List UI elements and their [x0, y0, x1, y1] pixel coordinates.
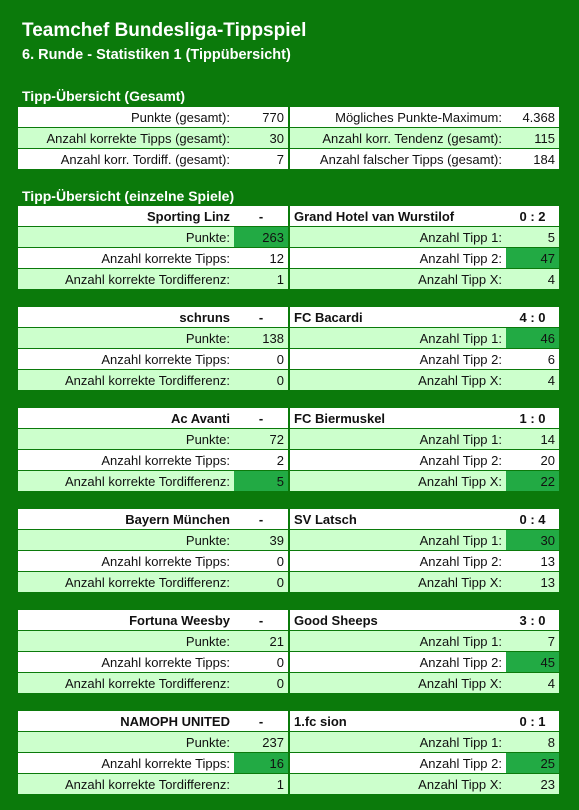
correct-label: Anzahl korrekte Tipps:: [18, 450, 234, 470]
away-team: 1.fc sion: [290, 711, 506, 731]
match-score: 3 : 0: [506, 610, 559, 630]
tip1-value: 8: [506, 732, 559, 752]
points-value: 72: [234, 429, 288, 449]
diff-label: Anzahl korrekte Tordifferenz:: [18, 572, 234, 592]
match-header-row: [18, 408, 559, 429]
home-team: schruns: [18, 307, 234, 327]
tip1-label: Anzahl Tipp 1:: [290, 328, 506, 348]
tip1-label: Anzahl Tipp 1:: [290, 732, 506, 752]
tip2-label: Anzahl Tipp 2:: [290, 450, 506, 470]
correct-value: 16: [234, 753, 288, 773]
vs-dash: -: [234, 610, 288, 630]
tip1-label: Anzahl Tipp 1:: [290, 631, 506, 651]
tipx-label: Anzahl Tipp X:: [290, 572, 506, 592]
overview-value: 4.368: [506, 107, 559, 127]
tip2-value: 20: [506, 450, 559, 470]
diff-label: Anzahl korrekte Tordifferenz:: [18, 370, 234, 390]
points-value: 138: [234, 328, 288, 348]
stat-row: [18, 429, 559, 450]
stat-row: [18, 248, 559, 269]
stat-row: [18, 530, 559, 551]
correct-label: Anzahl korrekte Tipps:: [18, 551, 234, 571]
match-header-row: [18, 610, 559, 631]
match-score: 1 : 0: [506, 408, 559, 428]
tipx-label: Anzahl Tipp X:: [290, 471, 506, 491]
tipx-label: Anzahl Tipp X:: [290, 269, 506, 289]
tip2-value: 25: [506, 753, 559, 773]
correct-value: 0: [234, 551, 288, 571]
stat-row: [18, 450, 559, 471]
stat-row: [18, 269, 559, 289]
away-team: FC Biermuskel: [290, 408, 506, 428]
tip1-value: 46: [506, 328, 559, 348]
points-label: Punkte:: [18, 328, 234, 348]
away-team: FC Bacardi: [290, 307, 506, 327]
tip2-value: 45: [506, 652, 559, 672]
stat-row: [18, 370, 559, 390]
stat-row: [18, 328, 559, 349]
stat-row: [18, 349, 559, 370]
correct-label: Anzahl korrekte Tipps:: [18, 349, 234, 369]
tip2-value: 6: [506, 349, 559, 369]
tipx-value: 13: [506, 572, 559, 592]
tip2-label: Anzahl Tipp 2:: [290, 551, 506, 571]
overview-row: [18, 128, 559, 149]
points-label: Punkte:: [18, 530, 234, 550]
tipx-value: 23: [506, 774, 559, 794]
match-score: 0 : 1: [506, 711, 559, 731]
stat-row: [18, 551, 559, 572]
stat-row: [18, 753, 559, 774]
correct-label: Anzahl korrekte Tipps:: [18, 652, 234, 672]
points-label: Punkte:: [18, 631, 234, 651]
away-team: Grand Hotel van Wurstilof: [290, 206, 506, 226]
points-label: Punkte:: [18, 429, 234, 449]
home-team: Fortuna Weesby: [18, 610, 234, 630]
correct-label: Anzahl korrekte Tipps:: [18, 753, 234, 773]
match-block: [18, 610, 559, 693]
match-score: 4 : 0: [506, 307, 559, 327]
points-value: 39: [234, 530, 288, 550]
stat-row: [18, 673, 559, 693]
overview-value: 184: [506, 149, 559, 169]
match-block: [18, 509, 559, 592]
stat-row: [18, 471, 559, 491]
games-heading: Tipp-Übersicht (einzelne Spiele): [22, 188, 235, 204]
page-title: Teamchef Bundesliga-Tippspiel: [22, 20, 307, 41]
diff-label: Anzahl korrekte Tordifferenz:: [18, 269, 234, 289]
home-team: NAMOPH UNITED: [18, 711, 234, 731]
overview-value: 770: [234, 107, 288, 127]
tipx-label: Anzahl Tipp X:: [290, 370, 506, 390]
match-block: [18, 408, 559, 491]
vs-dash: -: [234, 206, 288, 226]
stat-row: [18, 652, 559, 673]
tip1-value: 14: [506, 429, 559, 449]
correct-label: Anzahl korrekte Tipps:: [18, 248, 234, 268]
overview-label: Punkte (gesamt):: [18, 107, 234, 127]
diff-value: 1: [234, 269, 288, 289]
away-team: Good Sheeps: [290, 610, 506, 630]
match-block: [18, 711, 559, 794]
tip1-value: 7: [506, 631, 559, 651]
diff-value: 1: [234, 774, 288, 794]
overview-row: [18, 149, 559, 169]
vs-dash: -: [234, 509, 288, 529]
match-block: [18, 206, 559, 289]
points-label: Punkte:: [18, 227, 234, 247]
points-value: 263: [234, 227, 288, 247]
tipx-value: 22: [506, 471, 559, 491]
diff-value: 0: [234, 673, 288, 693]
stat-row: [18, 227, 559, 248]
tip2-value: 13: [506, 551, 559, 571]
tip1-label: Anzahl Tipp 1:: [290, 429, 506, 449]
tipx-value: 4: [506, 370, 559, 390]
home-team: Sporting Linz: [18, 206, 234, 226]
tipx-label: Anzahl Tipp X:: [290, 673, 506, 693]
vs-dash: -: [234, 408, 288, 428]
correct-value: 12: [234, 248, 288, 268]
diff-value: 0: [234, 370, 288, 390]
away-team: SV Latsch: [290, 509, 506, 529]
tip1-label: Anzahl Tipp 1:: [290, 227, 506, 247]
match-score: 0 : 4: [506, 509, 559, 529]
correct-value: 0: [234, 349, 288, 369]
tipx-label: Anzahl Tipp X:: [290, 774, 506, 794]
tip2-value: 47: [506, 248, 559, 268]
stat-row: [18, 774, 559, 794]
match-header-row: [18, 206, 559, 227]
correct-value: 2: [234, 450, 288, 470]
tip1-value: 30: [506, 530, 559, 550]
stat-row: [18, 631, 559, 652]
diff-value: 5: [234, 471, 288, 491]
tip2-label: Anzahl Tipp 2:: [290, 349, 506, 369]
overview-value: 30: [234, 128, 288, 148]
home-team: Bayern München: [18, 509, 234, 529]
points-value: 237: [234, 732, 288, 752]
tip2-label: Anzahl Tipp 2:: [290, 753, 506, 773]
page-subtitle: 6. Runde - Statistiken 1 (Tippübersicht): [22, 47, 291, 63]
stat-row: [18, 732, 559, 753]
overview-heading: Tipp-Übersicht (Gesamt): [22, 88, 186, 104]
match-block: [18, 307, 559, 390]
diff-label: Anzahl korrekte Tordifferenz:: [18, 673, 234, 693]
stat-row: [18, 572, 559, 592]
overview-label: Anzahl falscher Tipps (gesamt):: [290, 149, 506, 169]
diff-value: 0: [234, 572, 288, 592]
home-team: Ac Avanti: [18, 408, 234, 428]
points-label: Punkte:: [18, 732, 234, 752]
vs-dash: -: [234, 307, 288, 327]
tip2-label: Anzahl Tipp 2:: [290, 652, 506, 672]
overview-value: 115: [506, 128, 559, 148]
tip2-label: Anzahl Tipp 2:: [290, 248, 506, 268]
tipx-value: 4: [506, 673, 559, 693]
overview-label: Anzahl korr. Tordiff. (gesamt):: [18, 149, 234, 169]
overview-row: [18, 107, 559, 128]
overview-table: [18, 107, 559, 169]
match-header-row: [18, 307, 559, 328]
correct-value: 0: [234, 652, 288, 672]
points-value: 21: [234, 631, 288, 651]
match-score: 0 : 2: [506, 206, 559, 226]
overview-label: Anzahl korrekte Tipps (gesamt):: [18, 128, 234, 148]
overview-value: 7: [234, 149, 288, 169]
diff-label: Anzahl korrekte Tordifferenz:: [18, 471, 234, 491]
match-header-row: [18, 509, 559, 530]
match-header-row: [18, 711, 559, 732]
vs-dash: -: [234, 711, 288, 731]
overview-label: Mögliches Punkte-Maximum:: [290, 107, 506, 127]
tipx-value: 4: [506, 269, 559, 289]
tip1-value: 5: [506, 227, 559, 247]
diff-label: Anzahl korrekte Tordifferenz:: [18, 774, 234, 794]
overview-label: Anzahl korr. Tendenz (gesamt):: [290, 128, 506, 148]
tip1-label: Anzahl Tipp 1:: [290, 530, 506, 550]
